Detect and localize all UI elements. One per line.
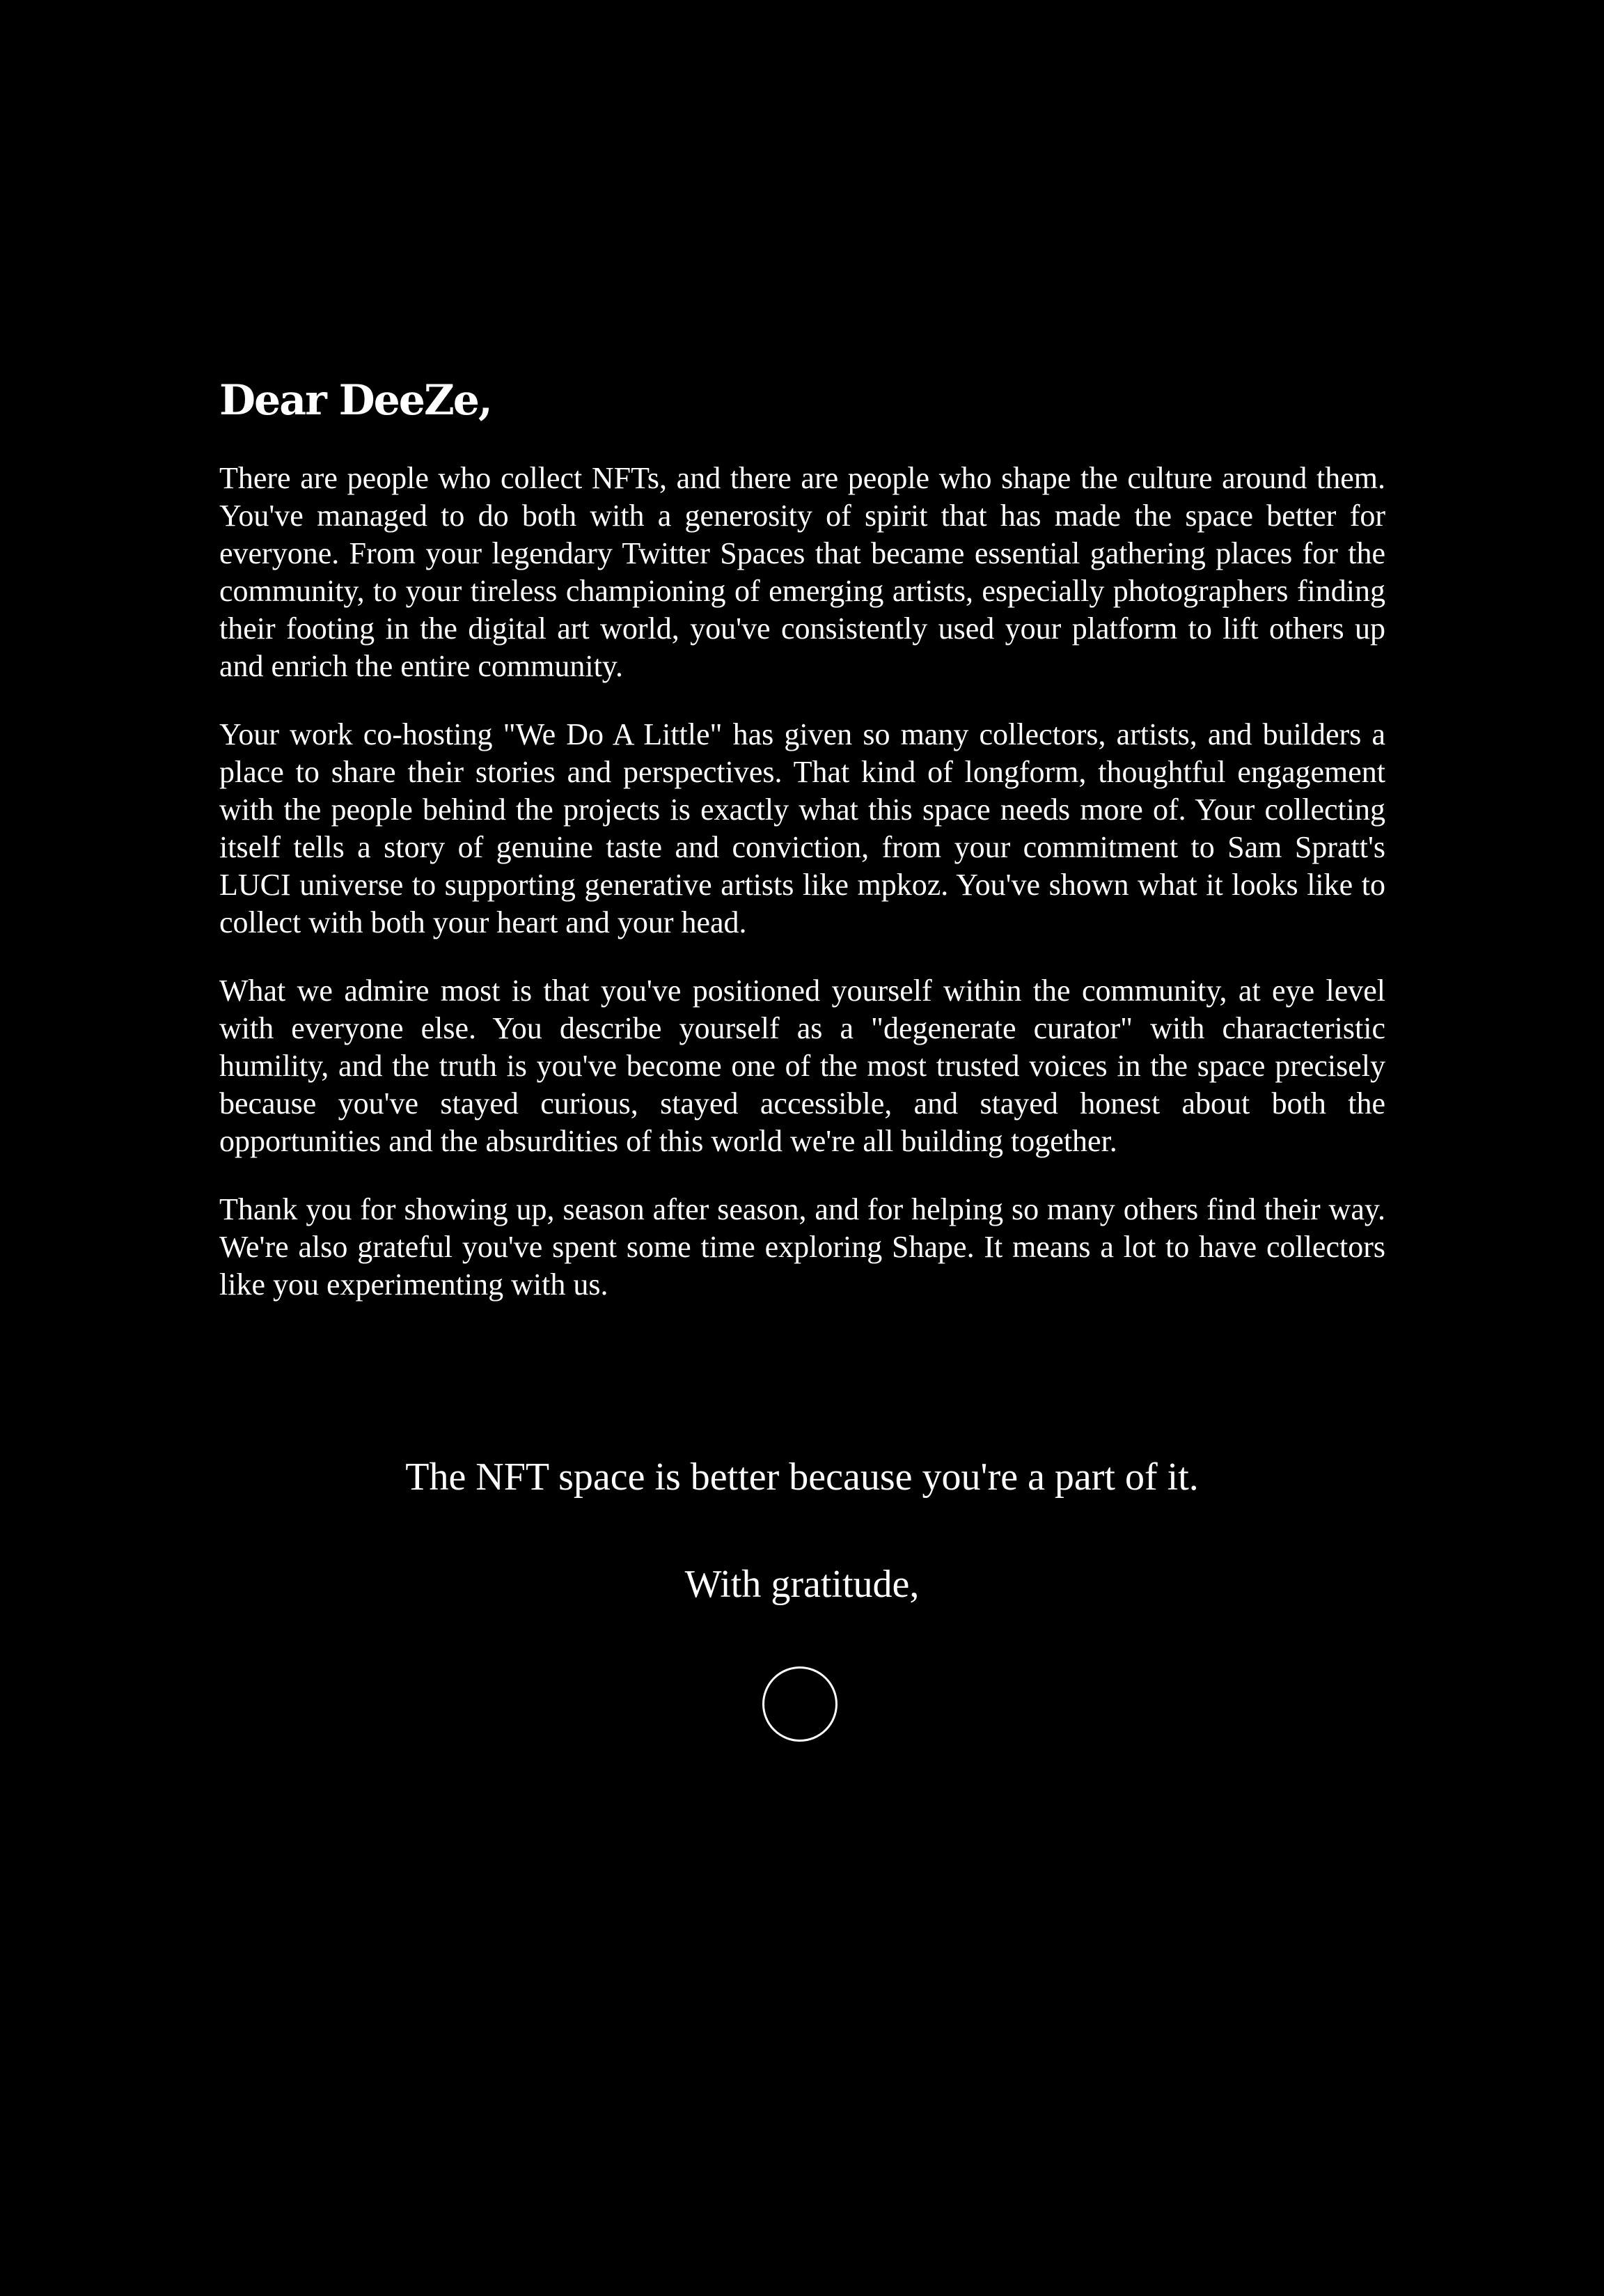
paragraph-4: Thank you for showing up, season after season, and for helping so many others find their way. We're also grateful you've spent some time exploring Shape. It means a lot to have collectors like you experimenting with us. (219, 1192, 1385, 1302)
letter-body (219, 372, 1385, 1334)
paragraph-1: There are people who collect NFTs, and there are people who shape the culture around them. You've managed to do both with a generosity of spirit that has made the space better for everyone. From your legendary Twitter Spaces that became essential gathering places for the community, to your tireless championing of emerging artists, especially photographers finding their footing in the digital art world, you've consistently used your platform to lift others up and enrich the entire community. (219, 461, 1385, 683)
salutation: Dear DeeZe, (219, 376, 492, 425)
circle-icon (762, 1666, 838, 1742)
paragraph-3: What we admire most is that you've positioned yourself within the community, at eye level with everyone else. You describe yourself as a "degenerate curator" with characteristic humility, and the truth is you've become one of the most trusted voices in the space precisely because you've stayed curious, stayed accessible, and stayed honest about both the opportunities and the absurdities of this world we're all building together. (219, 974, 1385, 1158)
closing-tagline: The NFT space is better because you're a part of it. (405, 1455, 1199, 1499)
signoff: With gratitude, (684, 1563, 920, 1606)
paragraph-2: Your work co-hosting "We Do A Little" has given so many collectors, artists, and builders a place to share their stories and perspectives. That kind of longform, thoughtful engagement with the people behind the projects is exactly what this space needs more of. Your collecting itself tells a story of genuine taste and conviction, from your commitment to Sam Spratt's LUCI universe to supporting generative artists like mpkoz. You've shown what it looks like to collect with both your heart and your head. (219, 717, 1385, 939)
